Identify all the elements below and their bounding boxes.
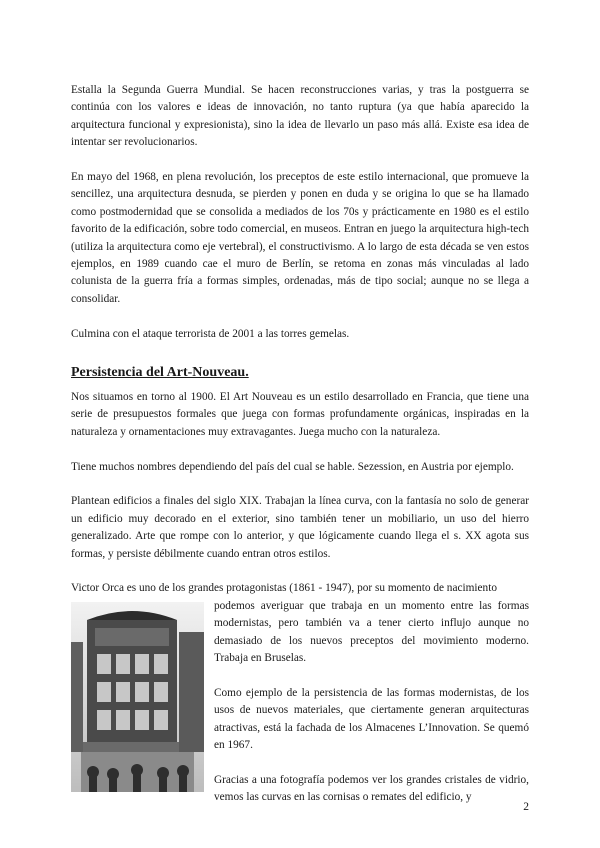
- intro-paragraph-1: Estalla la Segunda Guerra Mundial. Se hacen reconstrucciones varias, y tras la postguerra se continúa con los valores e ideas de innovación, no tanto ruptura (ya que había aparecido la arquitectura funcional y expresionista), sino la idea de llevarlo un paso más allá. Existe esa idea de intentar ser revolucionarios.: [71, 84, 529, 149]
- section-paragraph-2: Tiene muchos nombres dependiendo del país del cual se hable. Sezession, en Austria por ejemplo.: [71, 460, 514, 473]
- section-paragraph-5: Como ejemplo de la persistencia de las formas modernistas, de los usos de nuevos materiales, que ciertamente generan arquitecturas atractivas, está la fachada de los Almacenes L’Innovation. Se quemó en 1967.: [214, 686, 529, 752]
- intro-paragraph-2: En mayo del 1968, en plena revolución, los preceptos de este estilo internacional, que promueve la sencillez, una arquitectura desnuda, se pierden y ponen en duda y se origina lo que se ha llamado como postmodernidad que se consolida a mediados de los 70s y prácticamente en 1980 es el estilo favorito de la edificación, sobre todo comercial, en museos. Entran en juego la arquitectura high-tech (utiliza la arquitectura como eje vertebral), el constructivismo. A lo largo de esta década se ven estos ejemplos, en 1989 cuando cae el muro de Berlín, se retoma en zonas más vinculadas al lado colunista de la guerra fría a formas simples, ordenadas, más de tipo social; aunque no se llega a consolidar.: [71, 171, 529, 305]
- page-content: [71, 82, 529, 807]
- intro-paragraph-3: Culmina con el ataque terrorista de 2001 a las torres gemelas.: [71, 327, 350, 340]
- section-paragraph-4-lead: Victor Orca es uno de los grandes protagonistas (1861 - 1947), por su momento de nacimiento: [71, 582, 497, 595]
- building-photo: [71, 602, 204, 792]
- section-paragraph-6: Gracias a una fotografía podemos ver los grandes cristales de vidrio, vemos las curvas en las cornisas o remates del edificio, y: [214, 773, 529, 804]
- section-paragraph-4-rest: podemos averiguar que trabaja en un momento entre las formas modernistas, pero también va a tener cierto influjo aunque no demasiado de los nuevos preceptos del movimiento moderno. Trabaja en Bruselas.: [214, 599, 529, 665]
- section-paragraph-1: Nos situamos en torno al 1900. El Art Nouveau es un estilo desarrollado en Francia, que tiene una serie de presupuestos formales que juega con formas profundamente orgánicas, inspiradas en la naturaleza y ornamentaciones muy extravagantes. Juega mucho con la naturaleza.: [71, 391, 529, 438]
- page-number: 2: [523, 801, 529, 813]
- section-paragraph-3: Plantean edificios a finales del siglo XIX. Trabajan la línea curva, con la fantasía no solo de generar un edificio muy decorado en el exterior, sino también tener un mobiliario, un uso del hierro generalizado. Arte que rompe con lo anterior, y que lógicamente cuando llega el s. XX agota sus formas, y persiste débilmente cuando entran otros estilos.: [71, 495, 529, 560]
- section-heading: Persistencia del Art-Nouveau.: [71, 365, 249, 381]
